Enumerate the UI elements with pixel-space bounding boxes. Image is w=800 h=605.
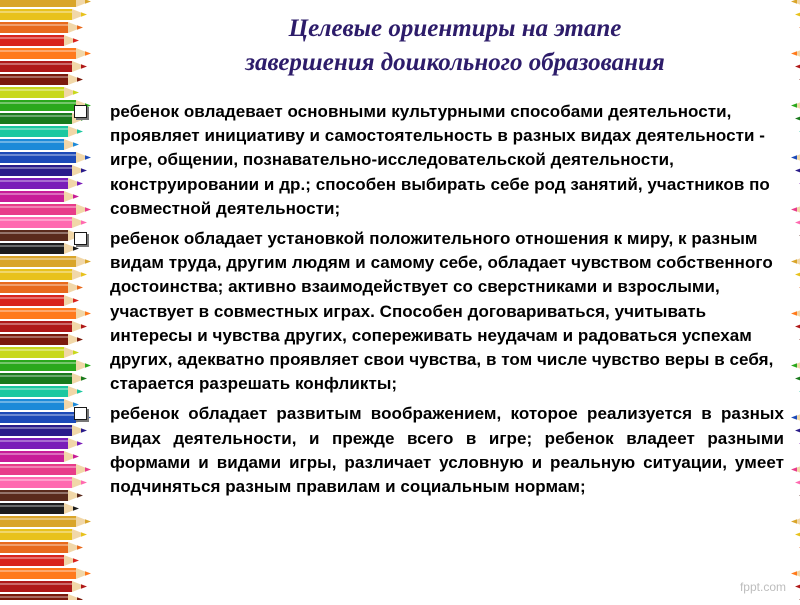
- pencil-icon: [791, 204, 800, 215]
- pencil-icon: [0, 35, 79, 46]
- footer-watermark: fppt.com: [739, 580, 786, 594]
- title-line-1: Целевые ориентиры на этапе: [288, 15, 622, 42]
- list-item: [68, 100, 784, 221]
- goals-list: [68, 100, 784, 499]
- checkbox-bullet-icon: [74, 407, 87, 420]
- pencil-icon: [795, 529, 800, 540]
- pencil-icon: [0, 48, 91, 59]
- pencil-icon: [791, 516, 800, 527]
- pencil-icon: [791, 412, 800, 423]
- pencil-icon: [795, 269, 800, 280]
- pencil-icon: [0, 529, 87, 540]
- pencil-icon: [0, 74, 83, 85]
- pencil-icon: [791, 464, 800, 475]
- list-item-text: ребенок обладает установкой положительного отношения к миру, к разным видам труда, другим людям и самому себе, обладает чувством собственного достоинства; активно взаимодействует со сверстниками и взрослыми, участвует в совместных играх. Способен договариваться, учитывать интересы и чувства других, сопереживать неудачам и радоваться успехам других, адекватно проявляет свои чувства, в том числе чувство веры в себя, старается разрешать конфликты;: [110, 229, 774, 394]
- title-line-2: завершения дошкольного образования: [245, 49, 665, 76]
- pencil-icon: [0, 542, 83, 553]
- pencil-icon: [0, 22, 83, 33]
- list-item: [68, 227, 784, 396]
- list-item-text: ребенок обладает развитым воображением, которое реализуется в разных видах деятельности, и прежде всего в игре; ребенок владеет разными формами и видами игры, различает условную и реальную ситуации, умеет подчиняться разным правилам и социальным нормам;: [110, 404, 784, 497]
- pencil-icon: [0, 568, 91, 579]
- checkbox-bullet-icon: [74, 105, 87, 118]
- pencil-icon: [791, 100, 800, 111]
- pencil-icon: [795, 321, 800, 332]
- pencil-icon: [791, 0, 800, 7]
- pencil-icon: [795, 217, 800, 228]
- pencil-icon: [791, 152, 800, 163]
- pencil-icon: [795, 373, 800, 384]
- pencil-icon: [791, 568, 800, 579]
- pencil-icon: [0, 9, 87, 20]
- pencil-icon: [0, 581, 87, 592]
- pencil-border-right: [782, 0, 800, 600]
- pencil-icon: [0, 516, 91, 527]
- pencil-icon: [0, 555, 79, 566]
- pencil-icon: [0, 503, 79, 514]
- list-item: [68, 402, 784, 499]
- pencil-icon: [791, 360, 800, 371]
- checkbox-bullet-icon: [74, 232, 87, 245]
- pencil-icon: [795, 113, 800, 124]
- pencil-icon: [791, 256, 800, 267]
- pencil-icon: [0, 0, 91, 7]
- pencil-icon: [0, 61, 87, 72]
- list-item-text: ребенок овладевает основными культурными способами деятельности, проявляет инициативу и самостоятельность в разных видах деятельности - игре, общении, познавательно-исследовательской деятельности, конструировании и др.; способен выбирать себе род занятий, участников по совместной деятельности;: [110, 102, 770, 218]
- pencil-icon: [795, 477, 800, 488]
- pencil-icon: [791, 308, 800, 319]
- pencil-icon: [0, 87, 79, 98]
- pencil-icon: [0, 594, 83, 600]
- pencil-icon: [795, 581, 800, 592]
- slide-title: [110, 12, 800, 80]
- pencil-icon: [795, 425, 800, 436]
- pencil-icon: [795, 165, 800, 176]
